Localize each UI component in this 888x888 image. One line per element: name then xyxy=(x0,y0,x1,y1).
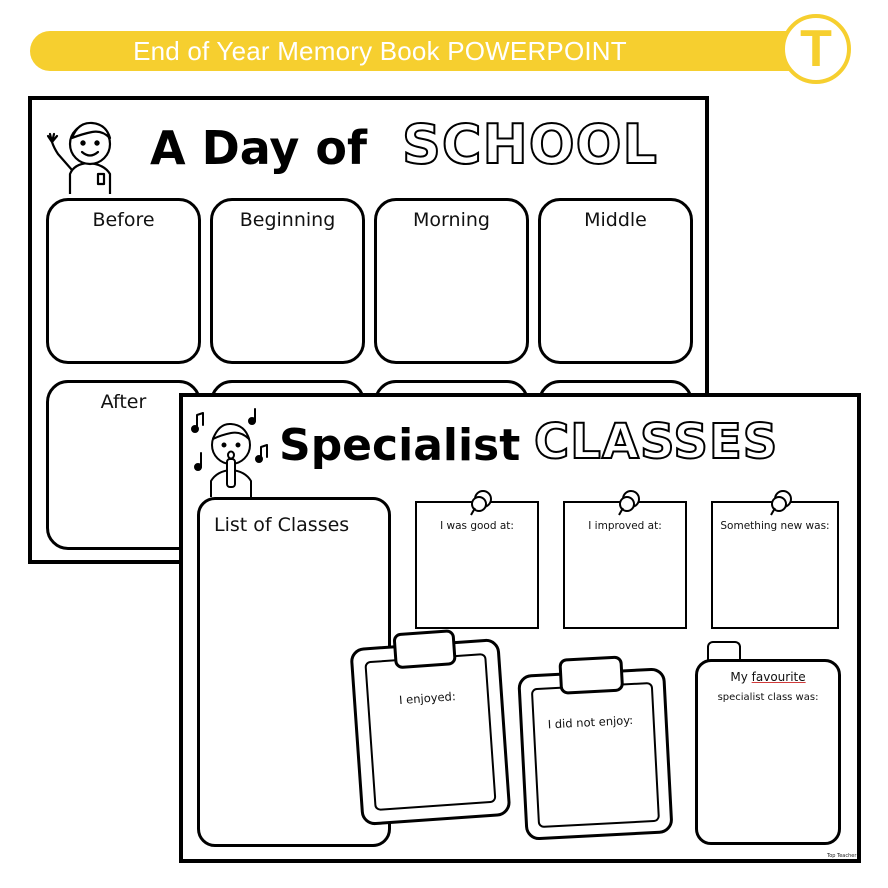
clipboard-paper xyxy=(531,682,660,828)
box-before xyxy=(46,198,201,364)
note-label: Something new was: xyxy=(720,520,830,532)
clipboard-label: I enjoyed: xyxy=(398,689,457,708)
box-beginning xyxy=(210,198,365,364)
clipboard-paper xyxy=(364,653,496,811)
clipboard-did-not-enjoy xyxy=(516,653,673,840)
sheet1-title-outline: SCHOOL xyxy=(402,113,658,176)
title-banner xyxy=(30,31,820,71)
list-of-classes-title: List of Classes xyxy=(214,514,350,536)
singing-child-icon xyxy=(189,407,275,497)
box-label: Beginning xyxy=(239,209,336,231)
note-good-at xyxy=(415,501,539,629)
specialist-classes-worksheet xyxy=(179,393,861,863)
clipboard-clip xyxy=(558,655,624,694)
box-after xyxy=(46,380,201,550)
box-label: After xyxy=(100,391,147,413)
logo-letter: T xyxy=(800,20,832,78)
footer-brand: Top Teacher xyxy=(827,853,857,859)
clipboard-enjoyed xyxy=(349,626,512,826)
brand-logo xyxy=(781,14,851,84)
box-middle xyxy=(538,198,693,364)
note-something-new xyxy=(711,501,839,629)
favourite-line2: specialist class was: xyxy=(717,692,819,703)
box-label: Before xyxy=(92,209,155,231)
favourite-class-box xyxy=(695,659,841,845)
pushpin-icon xyxy=(467,489,497,517)
note-improved-at xyxy=(563,501,687,629)
banner-title: End of Year Memory Book POWERPOINT xyxy=(133,36,627,66)
favourite-line1-pre: My xyxy=(730,670,752,684)
box-morning xyxy=(374,198,529,364)
box-label: Middle xyxy=(584,209,647,231)
pushpin-icon xyxy=(767,489,797,517)
box-label: Morning xyxy=(413,209,490,231)
favourite-word: favourite xyxy=(751,670,806,684)
clipboard-label: I did not enjoy: xyxy=(547,712,634,732)
note-label: I improved at: xyxy=(588,520,662,532)
clipboard-clip xyxy=(392,629,456,669)
note-label: I was good at: xyxy=(440,520,514,532)
sheet1-title: A Day of xyxy=(150,121,368,175)
sheet2-title-outline: CLASSES xyxy=(534,414,779,470)
sheet2-title: Specialist xyxy=(279,420,521,471)
waving-child-icon xyxy=(44,108,130,194)
pushpin-icon xyxy=(615,489,645,517)
favourite-line1 xyxy=(698,670,838,684)
